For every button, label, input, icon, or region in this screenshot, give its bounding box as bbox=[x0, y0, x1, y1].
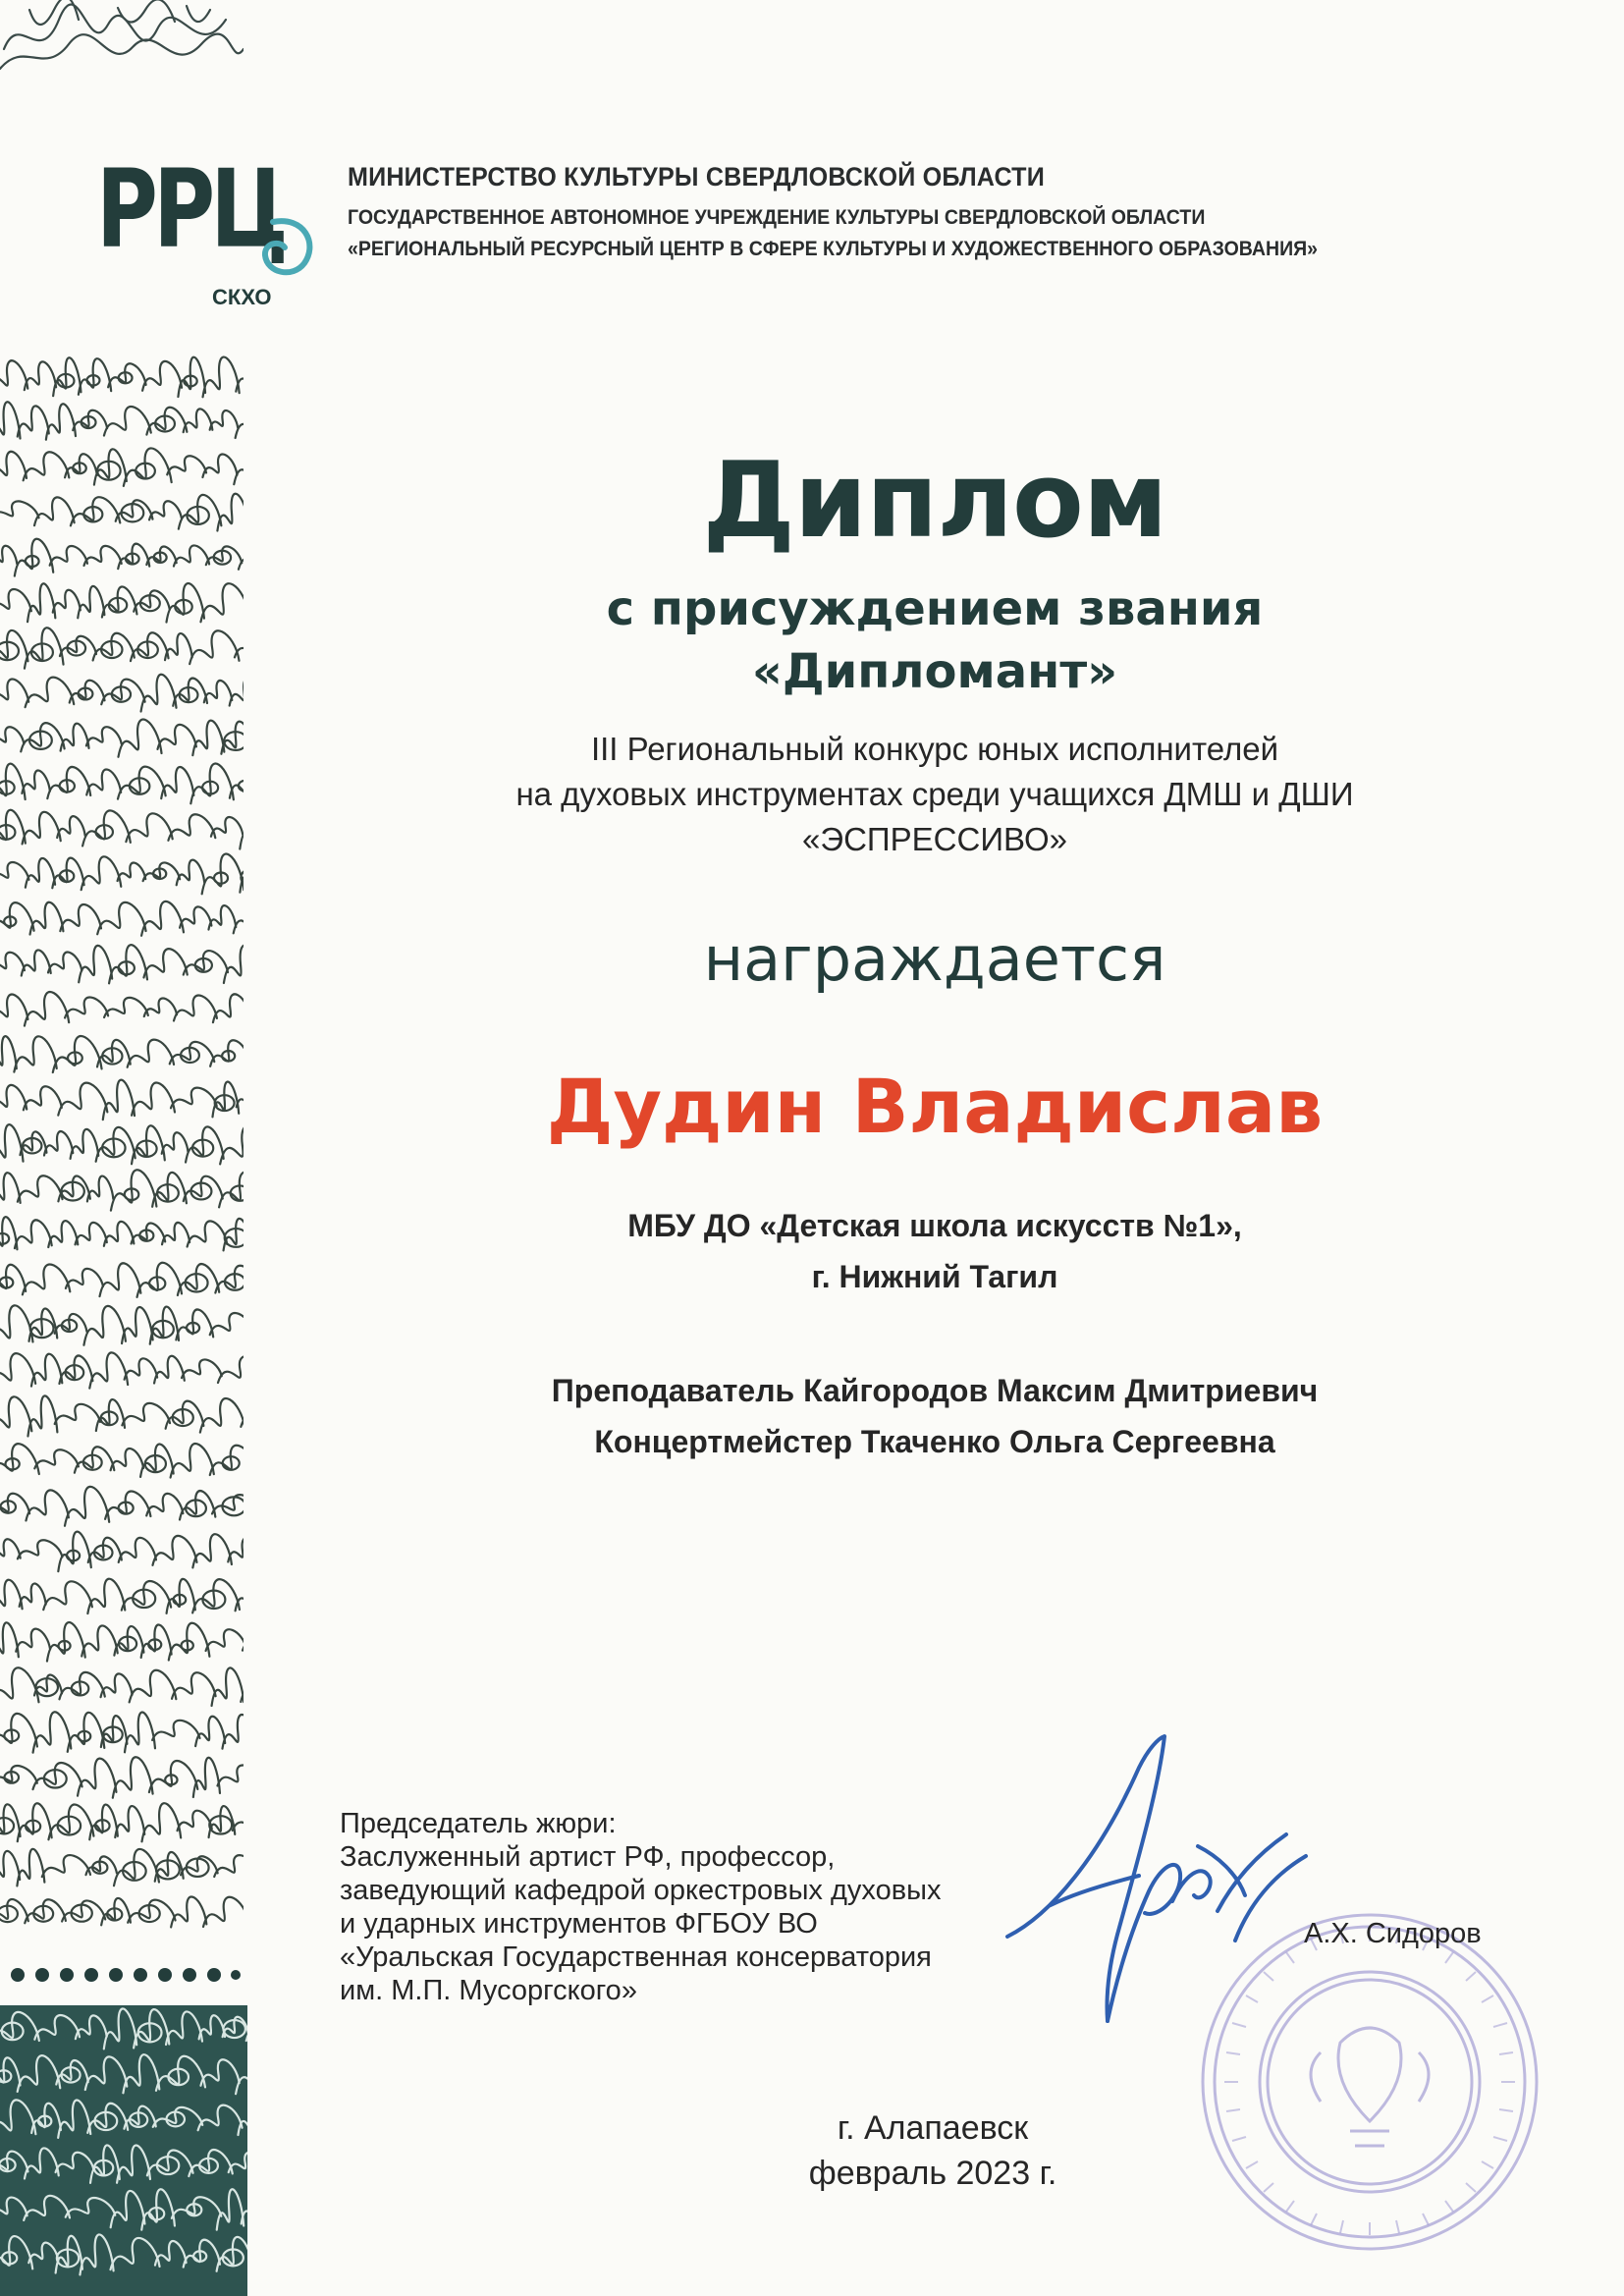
jury-line6: им. М.П. Мусоргского» bbox=[340, 1975, 637, 2006]
jury-chair-name: А.Х. Сидоров bbox=[1304, 1918, 1482, 1949]
teacher-name: Преподаватель Кайгородов Максим Дмитриевич bbox=[551, 1373, 1319, 1408]
logo-wordmark: РРЦ bbox=[96, 146, 285, 272]
diploma-subtitle-line1: с присуждением звания bbox=[606, 581, 1264, 636]
rrc-logo-icon bbox=[96, 146, 322, 312]
recipient-name: Дудин Владислав bbox=[546, 1063, 1324, 1150]
teachers-info bbox=[245, 1365, 1624, 1467]
logo-swirl-icon bbox=[253, 214, 322, 283]
institution-name-line1: ГОСУДАРСТВЕННОЕ АВТОНОМНОЕ УЧРЕЖДЕНИЕ КУЛЬТУРЫ СВЕРДЛОВСКОЙ ОБЛАСТИ bbox=[348, 206, 1206, 229]
jury-line1: Председатель жюри: bbox=[340, 1808, 617, 1839]
ministry-name: МИНИСТЕРСТВО КУЛЬТУРЫ СВЕРДЛОВСКОЙ ОБЛАСТИ bbox=[348, 162, 1045, 191]
jury-chair-info bbox=[340, 1807, 941, 2007]
place-city: г. Алапаевск bbox=[837, 2109, 1029, 2147]
contest-line2: на духовых инструментах среди учащихся ДМШ и ДШИ bbox=[515, 776, 1354, 812]
signature-icon bbox=[992, 1709, 1316, 2033]
contest-line1: III Региональный конкурс юных исполнителей bbox=[590, 731, 1279, 767]
jury-line4: и ударных инструментов ФГБОУ ВО bbox=[340, 1908, 818, 1940]
jury-line2: Заслуженный артист РФ, профессор, bbox=[340, 1841, 836, 1873]
school-city: г. Нижний Тагил bbox=[811, 1259, 1058, 1294]
issue-date: февраль 2023 г. bbox=[808, 2155, 1057, 2192]
calligraphy-pattern-bottom bbox=[0, 2005, 247, 2296]
jury-line5: «Уральская Государственная консерватория bbox=[340, 1941, 932, 1973]
place-and-date bbox=[687, 2105, 1178, 2196]
accompanist-name: Концертмейстер Ткаченко Ольга Сергеевна bbox=[594, 1424, 1275, 1459]
calligraphy-pattern-top bbox=[0, 0, 244, 77]
logo-subtitle: СКХО bbox=[212, 285, 272, 309]
calligraphy-pattern-side bbox=[0, 354, 244, 1944]
school-name: МБУ ДО «Детская школа искусств №1», bbox=[627, 1208, 1242, 1243]
diploma-title: Диплом bbox=[702, 440, 1167, 561]
jury-line3: заведующий кафедрой оркестровых духовых bbox=[340, 1875, 942, 1906]
contest-description bbox=[245, 727, 1624, 862]
school-info bbox=[245, 1200, 1624, 1302]
diploma-subtitle-line2: «Дипломант» bbox=[751, 644, 1118, 699]
institution-header bbox=[348, 162, 1575, 261]
awarded-label: награждается bbox=[703, 923, 1166, 995]
dot-row bbox=[10, 1964, 242, 1986]
institution-name-line2: «РЕГИОНАЛЬНЫЙ РЕСУРСНЫЙ ЦЕНТР В СФЕРЕ КУЛЬТУРЫ И ХУДОЖЕСТВЕННОГО ОБРАЗОВАНИЯ» bbox=[348, 238, 1319, 260]
contest-line3: «ЭСПРЕССИВО» bbox=[802, 821, 1067, 857]
